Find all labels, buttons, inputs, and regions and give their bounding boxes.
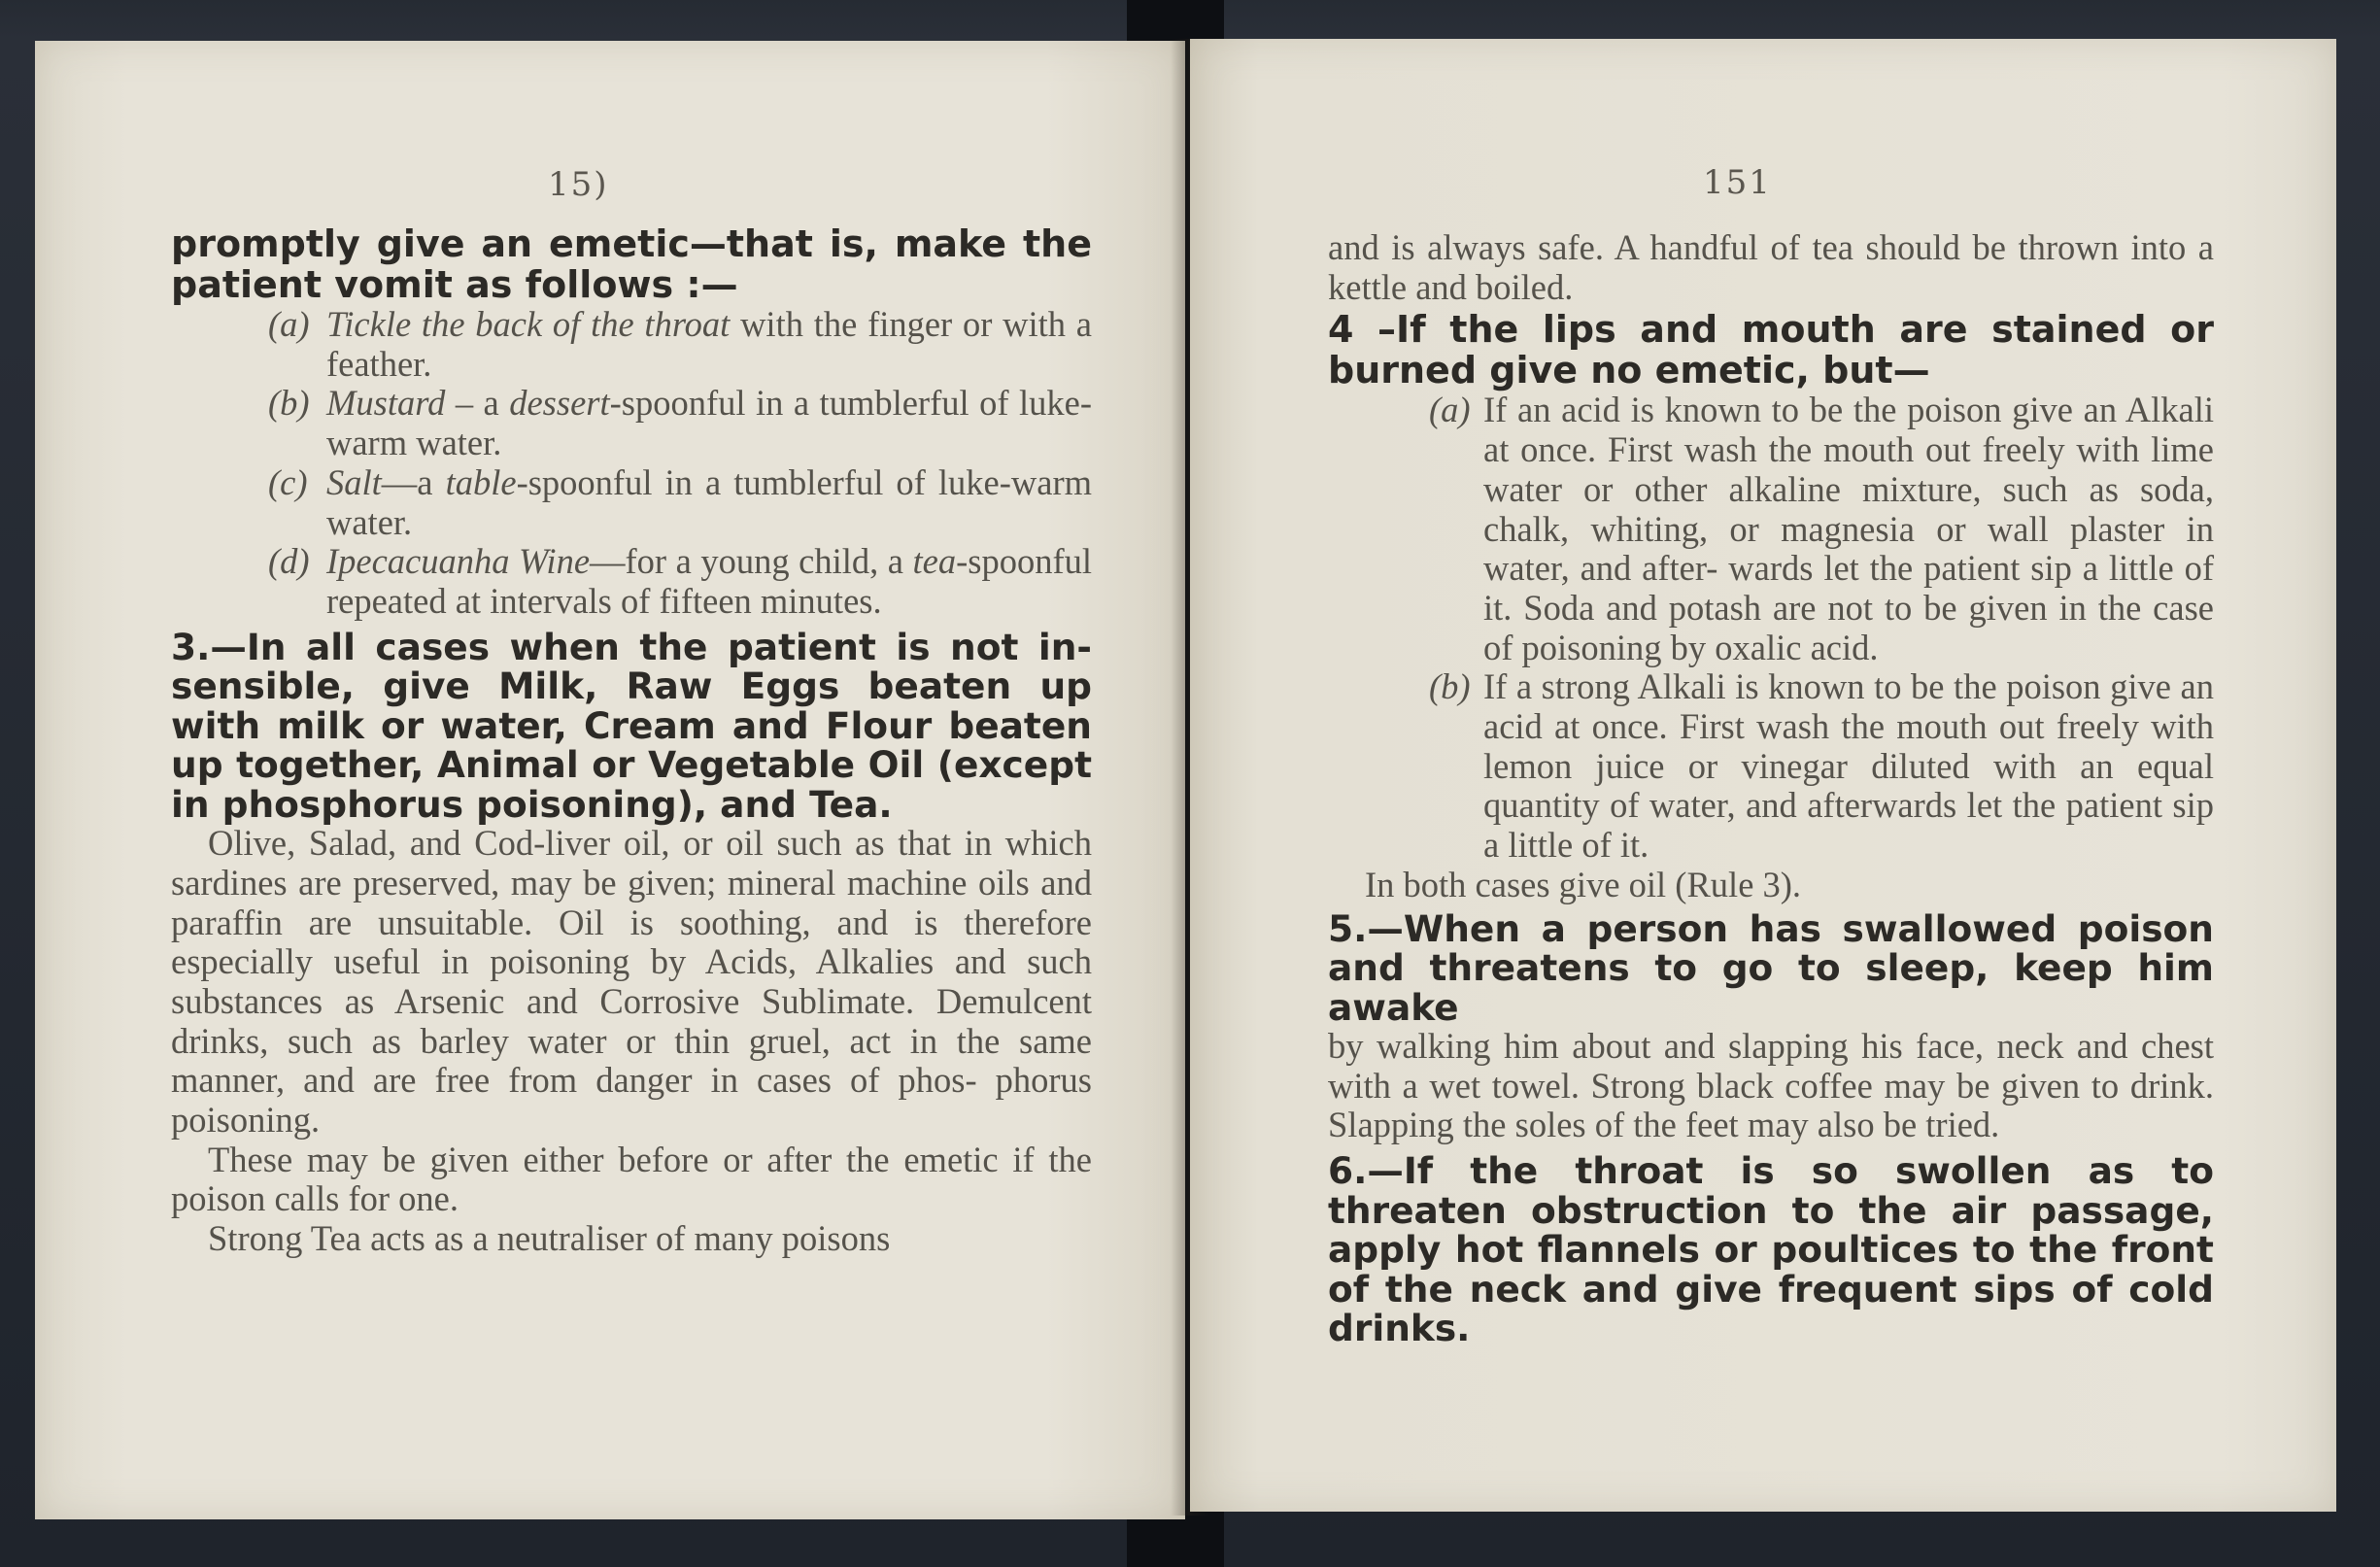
item-text: —for a young child, a — [590, 541, 913, 582]
rule-5-heading: 5.—When a person has swallowed poison and threatens to go to sleep, keep him awake — [1328, 906, 2214, 1029]
list-item — [171, 384, 1092, 462]
item-emphasis: Salt — [326, 461, 382, 502]
rule-5-text: by walking him about and slapping his face, neck and chest with a wet towel. Strong black coffee may be given to drink. Slapping the soles of the feet may also be tried. — [1328, 1026, 2214, 1145]
rule-4-heading: 4 –If the lips and mouth are stained or burned give no emetic, but— — [1328, 308, 2214, 392]
both-cases-note: In both cases give oil (Rule 3). — [1365, 864, 1802, 904]
list-item — [171, 305, 1092, 384]
rule-6-heading: 6.—If the throat is so swollen as to threaten obstruction to the air passage, apply hot flannels or poultices to the front of the neck and give frequent sips of cold drinks. — [1328, 1149, 2214, 1350]
item-emphasis: tea — [912, 541, 957, 582]
item-marker: (a) — [268, 304, 310, 344]
list-item — [171, 463, 1092, 542]
item-emphasis: dessert — [509, 383, 610, 424]
item-text: If an acid is known to be the poison give an Alkali at once. First wash the mouth out freely with lime water or other alkaline mixture, such as soda, chalk, whiting, or magnesia or wall plaster in water, and after- wards let the patient sip a little of it. Soda and potash are not to be given in the case of poisoning by oxalic acid. — [1483, 390, 2214, 667]
emetic-intro: promptly give an emetic—that is, make the patient vomit as follows :— — [171, 222, 1092, 306]
item-text: —a — [381, 461, 446, 502]
left-page — [35, 41, 1185, 1519]
item-text: -spoonful repeated at intervals of fifteen minutes. — [326, 541, 1092, 621]
item-marker: (b) — [268, 383, 310, 424]
item-emphasis: table — [445, 461, 517, 502]
right-page-text — [1328, 228, 2214, 1348]
list-item — [171, 542, 1092, 621]
item-text: with the finger or with a feather. — [326, 304, 1092, 384]
rule-3-paragraph: These may be given either before or after the emetic if the poison calls for one. — [171, 1139, 1092, 1219]
item-text: -spoonful in a tumblerful of luke-warm water. — [326, 461, 1093, 542]
item-marker: (c) — [268, 461, 308, 502]
item-marker: (d) — [268, 541, 310, 582]
item-marker: (a) — [1429, 390, 1471, 430]
item-emphasis: Ipecacuanha Wine — [326, 541, 591, 582]
list-item — [1328, 391, 2214, 667]
right-page — [1190, 39, 2336, 1512]
rule-3-heading: 3.—In all cases when the patient is not in- sensible, give Milk, Raw Eggs beaten up with milk or water, Cream and Flour beaten up together, Animal or Vegetable Oil (except in phosphorus poisoning), and Tea. — [171, 625, 1092, 826]
item-text: – a — [445, 383, 510, 424]
item-emphasis: Mustard — [326, 383, 446, 424]
item-emphasis: Tickle the back of the throat — [326, 304, 731, 344]
item-text: If a strong Alkali is known to be the poison give an acid at once. First wash the mouth out freely with lemon juice or vinegar diluted with an equal quantity of water, and afterwards let the patient sip a little of it. — [1483, 666, 2214, 866]
page-number: 15) — [548, 165, 609, 204]
rule-3-paragraph: Strong Tea acts as a neutraliser of many poisons — [208, 1218, 891, 1259]
item-text: -spoonful in a tumblerful of luke-warm water. — [326, 383, 1092, 463]
left-page-text — [171, 223, 1092, 1259]
list-item — [1328, 667, 2214, 866]
page-number: 151 — [1703, 163, 1772, 202]
rule-3-paragraph: Olive, Salad, and Cod-liver oil, or oil such as that in which sardines are preserved, may be given; mineral machine oils and paraffin are unsuitable. Oil is soothing, and is therefore especially useful in poisoning by Acids, Alkalies and such substances as Arsenic and Corrosive Sublimate. Demulcent drinks, such as barley water or thin gruel, act in the same manner, and are free from danger in cases of phos- phorus poisoning. — [171, 823, 1092, 1141]
continuation-text: and is always safe. A handful of tea should be thrown into a kettle and boiled. — [1328, 227, 2214, 307]
item-marker: (b) — [1429, 666, 1471, 707]
